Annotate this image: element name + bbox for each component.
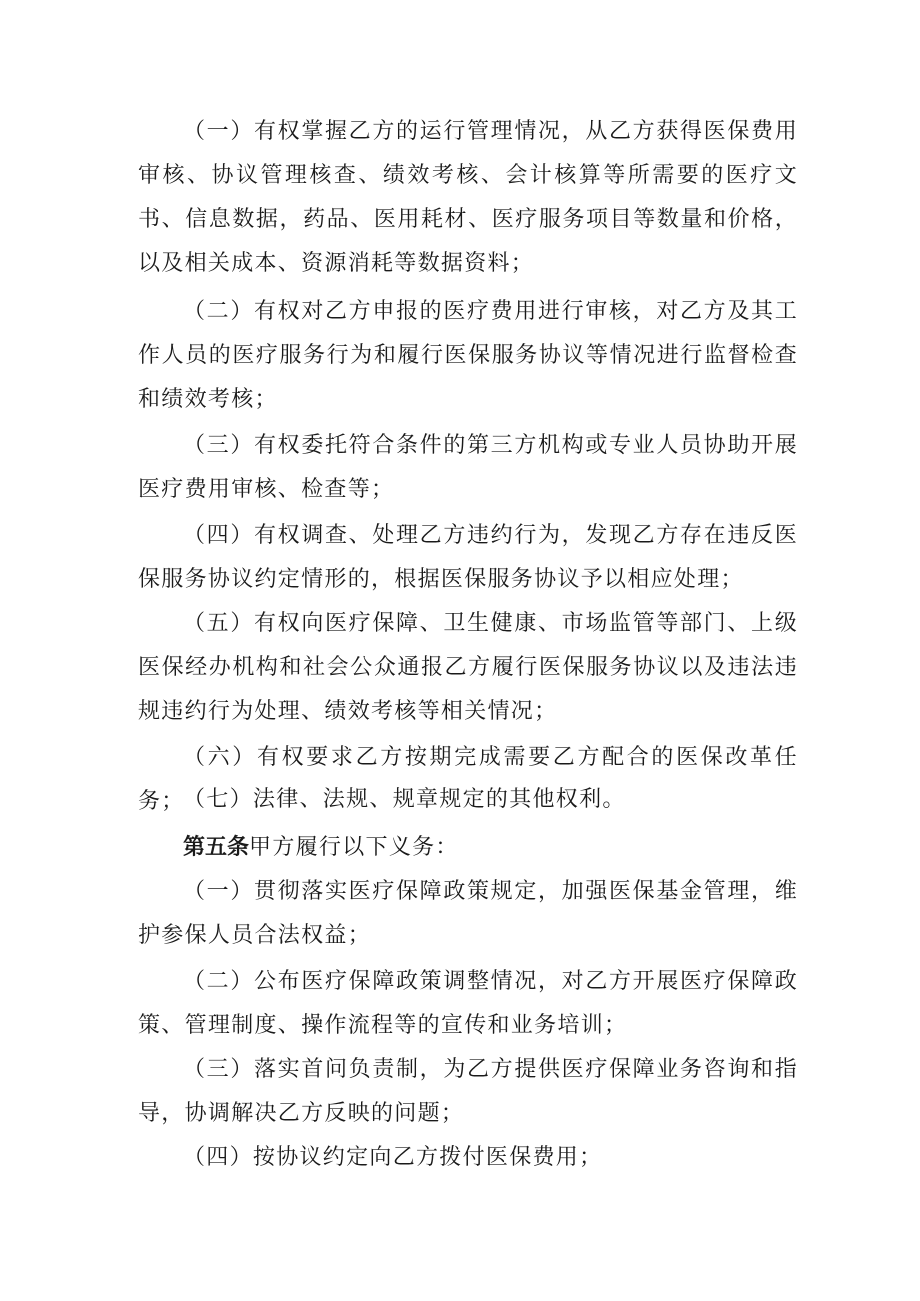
right-item-5: （五）有权向医疗保障、卫生健康、市场监管等部门、上级医保经办机构和社会公众通报乙方履行医保服务协议以及违法违规违约行为处理、绩效考核等相关情况； [138,611,798,724]
right-item-2: （二）有权对乙方申报的医疗费用进行审核，对乙方及其工作人员的医疗服务行为和履行医保服务协议等情况进行监督检查和绩效考核； [138,299,798,412]
right-item-7: （七）法律、法规、规章规定的其他权利。 [183,787,626,812]
right-item-4: （四）有权调查、处理乙方违约行为，发现乙方存在违反医保服务协议约定情形的，根据医保服务协议予以相应处理； [138,523,798,592]
right-item-1: （一）有权掌握乙方的运行管理情况，从乙方获得医保费用审核、协议管理核查、绩效考核、会计核算等所需要的医疗文书、信息数据，药品、医用耗材、医疗服务项目等数量和价格，以及相关成本、资源消耗等数据资料； [138,119,798,276]
obligation-item-1: （一）贯彻落实医疗保障政策规定，加强医保基金管理，维护参保人员合法权益； [138,879,798,948]
article-number: 第五条 [183,835,250,860]
right-item-6: （六）有权要求乙方按期完成需要乙方配合的医保改革任务； [138,745,798,814]
obligation-item-3: （三）落实首问负责制，为乙方提供医疗保障业务咨询和指导，协调解决乙方反映的问题； [138,1057,798,1126]
obligation-item-4: （四）按协议约定向乙方拨付医保费用； [183,1145,603,1170]
right-item-3: （三）有权委托符合条件的第三方机构或专业人员协助开展医疗费用审核、检查等； [138,433,798,502]
article-text: 甲方履行以下义务： [249,835,459,860]
article-heading [183,826,459,870]
obligation-item-2: （二）公布医疗保障政策调整情况，对乙方开展医疗保障政策、管理制度、操作流程等的宣传和业务培训； [138,969,798,1038]
